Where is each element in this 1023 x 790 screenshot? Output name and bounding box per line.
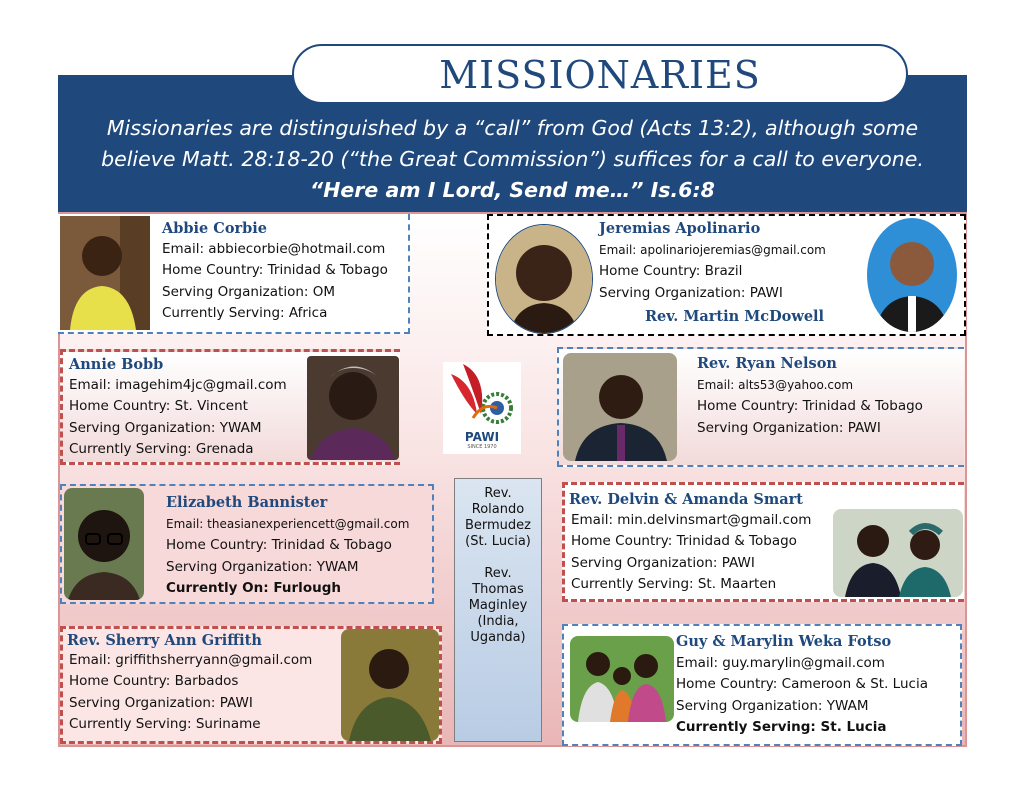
card-details xyxy=(69,650,312,735)
serving-line: Currently Serving: Suriname xyxy=(69,715,261,732)
card-details xyxy=(697,375,923,439)
photo-elizabeth-bannister xyxy=(64,488,144,600)
country-line: Home Country: Barbados xyxy=(69,673,239,690)
organization-line: Serving Organization: PAWI xyxy=(697,419,881,436)
photo-annie-bobb xyxy=(307,356,399,460)
tagline xyxy=(70,113,955,206)
card-name: Rev. Sherry Ann Griffith xyxy=(67,632,262,649)
email-line: Email: guy.marylin@gmail.com xyxy=(676,655,885,671)
card-details xyxy=(676,653,928,738)
email-line: Email: min.delvinsmart@gmail.com xyxy=(571,512,812,528)
card-sherry-ann-griffith xyxy=(60,626,442,744)
organization-line: Serving Organization: PAWI xyxy=(69,694,253,711)
photo-sherry-ann-griffith xyxy=(341,629,439,741)
organization-line: Serving Organization: PAWI xyxy=(571,554,755,571)
organization-line: Serving Organization: OM xyxy=(162,283,336,300)
card-jeremias-apolinario xyxy=(487,214,966,336)
country-line: Home Country: Brazil xyxy=(599,263,743,280)
country-line: Home Country: St. Vincent xyxy=(69,398,248,415)
card-elizabeth-bannister xyxy=(60,484,434,604)
side-item-bermudez: Rev. Rolando Bermudez (St. Lucia) xyxy=(464,486,531,549)
card-details xyxy=(571,510,811,595)
serving-line: Currently Serving: St. Lucia xyxy=(676,718,887,735)
extra-name: Rev. Martin McDowell xyxy=(645,308,825,325)
page-title: MISSIONARIES xyxy=(439,53,761,97)
card-guy-marylin-weka-fotso xyxy=(562,624,962,746)
logo-text: PAWI xyxy=(464,430,500,444)
card-name: Elizabeth Bannister xyxy=(166,494,328,511)
card-name: Rev. Ryan Nelson xyxy=(697,355,837,372)
card-name: Annie Bobb xyxy=(69,356,164,373)
country-line: Home Country: Trinidad & Tobago xyxy=(571,533,797,550)
card-details xyxy=(69,375,287,460)
serving-line: Currently Serving: St. Maarten xyxy=(571,575,777,592)
card-delvin-amanda-smart xyxy=(562,482,964,602)
tagline-text: Missionaries are distinguished by a “call” from God (Acts 13:2), although some believe Matt. 28:18-20 (“the Great Commission”) suffices for a call to everyone. xyxy=(101,116,924,171)
photo-abbie-corbie xyxy=(60,216,150,330)
card-details xyxy=(599,240,826,304)
card-name: Guy & Marylin Weka Fotso xyxy=(676,633,892,650)
card-details xyxy=(166,514,409,599)
country-line: Home Country: Trinidad & Tobago xyxy=(162,262,388,279)
country-line: Home Country: Trinidad & Tobago xyxy=(697,398,923,415)
logo-subtext: SINCE 1970 xyxy=(467,444,497,450)
photo-jeremias-apolinario xyxy=(495,224,593,334)
photo-martin-mcdowell xyxy=(867,218,957,332)
email-line: Email: griffithsherryann@gmail.com xyxy=(69,652,313,668)
photo-guy-marylin-weka-fotso xyxy=(570,636,674,722)
country-line: Home Country: Trinidad & Tobago xyxy=(166,537,392,554)
card-name: Abbie Corbie xyxy=(162,220,268,237)
organization-line: Serving Organization: YWAM xyxy=(166,558,359,575)
email-line: Email: alts53@yahoo.com xyxy=(697,378,854,392)
serving-line: Currently Serving: Grenada xyxy=(69,440,254,457)
organization-line: Serving Organization: PAWI xyxy=(599,284,783,301)
pawi-logo xyxy=(443,362,521,454)
organization-line: Serving Organization: YWAM xyxy=(676,697,869,714)
photo-ryan-nelson xyxy=(563,353,677,461)
email-line: Email: apolinariojeremias@gmail.com xyxy=(599,243,826,257)
card-details xyxy=(162,239,388,324)
card-abbie-corbie xyxy=(58,214,410,334)
verse-text: “Here am I Lord, Send me…” Is.6:8 xyxy=(310,178,715,202)
email-line: Email: abbiecorbie@hotmail.com xyxy=(162,241,386,257)
email-line: Email: theasianexperiencett@gmail.com xyxy=(166,517,410,531)
title-pill xyxy=(292,44,908,104)
card-name: Rev. Delvin & Amanda Smart xyxy=(569,491,803,508)
country-line: Home Country: Cameroon & St. Lucia xyxy=(676,676,928,693)
status-line: Currently On: Furlough xyxy=(166,579,341,596)
card-name: Jeremias Apolinario xyxy=(599,220,761,237)
side-item-maginley: Rev. Thomas Maginley (India, Uganda) xyxy=(468,566,528,645)
organization-line: Serving Organization: YWAM xyxy=(69,419,262,436)
email-line: Email: imagehim4jc@gmail.com xyxy=(69,377,287,393)
photo-delvin-amanda-smart xyxy=(833,509,963,597)
card-ryan-nelson xyxy=(557,347,964,467)
side-list xyxy=(454,478,542,742)
serving-line: Currently Serving: Africa xyxy=(162,304,328,321)
card-annie-bobb xyxy=(60,349,400,465)
